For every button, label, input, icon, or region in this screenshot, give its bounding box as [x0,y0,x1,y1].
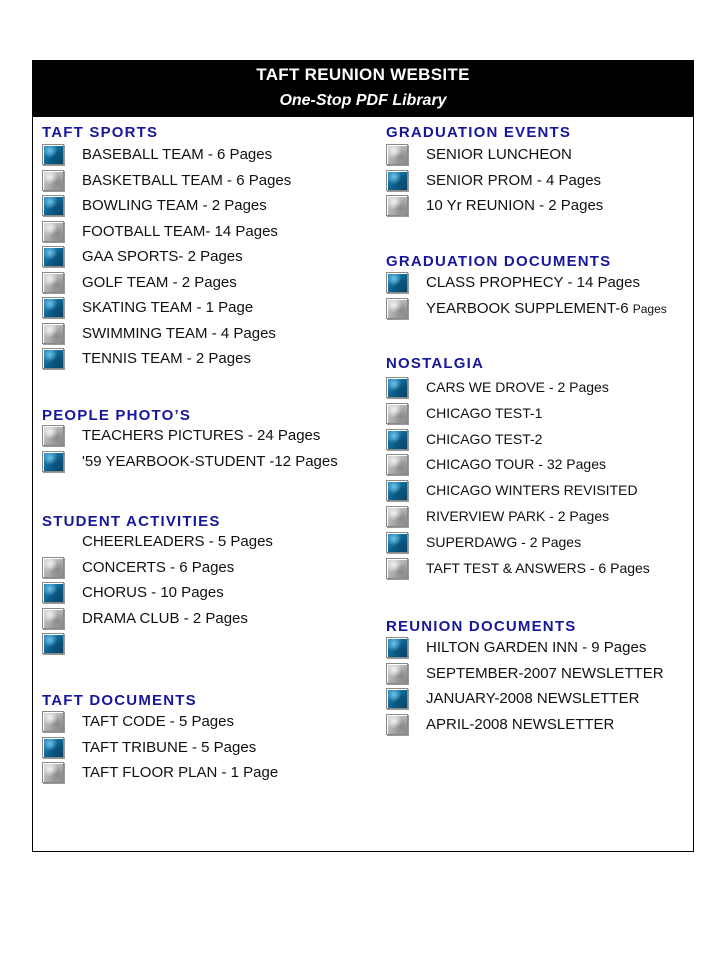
pdf-button-icon[interactable] [386,637,408,658]
pdf-button-icon[interactable] [386,377,408,398]
pdf-link-label[interactable]: SENIOR PROM - 4 Pages [426,171,602,189]
pdf-link-label[interactable]: CHICAGO TOUR - 32 Pages [426,456,606,473]
pdf-link-label[interactable]: HILTON GARDEN INN - 9 Pages [426,639,647,656]
page-title: TAFT REUNION WEBSITE [256,65,470,84]
pdf-button-icon[interactable] [386,532,408,553]
pdf-link-label[interactable]: GAA SPORTS- 2 Pages [82,248,243,265]
pdf-link-label[interactable]: TENNIS TEAM - 2 Pages [82,350,251,367]
section-heading: GRADUATION DOCUMENTS [386,253,612,270]
pdf-link-label[interactable]: TAFT FLOOR PLAN - 1 Page [82,764,279,781]
pdf-link-label[interactable]: 10 Yr REUNION - 2 Pages [426,197,604,214]
pdf-link-label[interactable]: CHICAGO TEST-2 [426,430,543,447]
pdf-button-icon[interactable] [42,195,64,216]
section-nostalgia [386,355,650,576]
pdf-link-label[interactable]: '59 YEARBOOK-STUDENT -12 Pages [82,452,338,470]
pdf-button-icon[interactable] [42,297,64,318]
pdf-button-icon[interactable] [42,633,64,654]
pdf-link-label[interactable]: APRIL-2008 NEWSLETTER [426,715,615,733]
pdf-button-icon[interactable] [42,711,64,732]
pdf-link-label[interactable]: FOOTBALL TEAM- 14 Pages [82,222,278,240]
pdf-link-label[interactable]: SUPERDAWG - 2 Pages [426,533,582,550]
pdf-button-icon[interactable] [42,425,64,446]
pdf-link-label[interactable]: JANUARY-2008 NEWSLETTER [426,690,640,707]
section-reunion-documents [386,618,664,733]
pdf-button-icon[interactable] [42,762,64,783]
pdf-button-icon[interactable] [42,451,64,472]
pdf-link-label[interactable]: CARS WE DROVE - 2 Pages [426,379,609,395]
pdf-button-icon[interactable] [386,170,408,191]
pdf-button-icon[interactable] [42,348,64,369]
pdf-button-icon[interactable] [386,688,408,709]
pdf-button-icon[interactable] [386,506,408,527]
pdf-button-icon[interactable] [42,246,64,267]
section-heading: TAFT DOCUMENTS [42,692,197,709]
pdf-link-label[interactable]: SKATING TEAM - 1 Page [82,299,254,316]
pdf-link-label[interactable]: TEACHERS PICTURES - 24 Pages [82,427,321,444]
pdf-link-label[interactable]: BASKETBALL TEAM - 6 Pages [82,171,292,189]
section-heading: STUDENT ACTIVITIES [42,513,221,530]
section-heading: PEOPLE PHOTO’S [42,407,192,424]
section-student-activities [42,513,273,627]
pdf-button-icon[interactable] [42,170,64,191]
pdf-button-icon[interactable] [386,144,408,165]
pdf-link-label[interactable]: SEPTEMBER-2007 NEWSLETTER [426,664,664,682]
pdf-button-icon[interactable] [386,429,408,450]
pdf-link-label[interactable]: TAFT TEST & ANSWERS - 6 Pages [426,559,650,576]
pdf-button-icon[interactable] [386,558,408,579]
pdf-link-label[interactable]: TAFT TRIBUNE - 5 Pages [82,738,257,756]
section-heading: TAFT SPORTS [42,124,159,141]
pdf-button-icon[interactable] [42,323,64,344]
pdf-link-label[interactable]: CHORUS - 10 Pages [82,584,224,601]
page-subtitle: One-Stop PDF Library [279,92,447,109]
section-graduation-documents [386,253,667,317]
pdf-link-label[interactable]: YEARBOOK SUPPLEMENT-6 Pages [426,299,667,317]
pdf-link-label[interactable]: CONCERTS - 6 Pages [82,558,235,576]
pdf-button-icon[interactable] [42,144,64,165]
pdf-button-icon[interactable] [42,608,64,629]
pdf-link-label[interactable]: SWIMMING TEAM - 4 Pages [82,324,276,342]
pdf-button-icon[interactable] [386,454,408,475]
section-taft-documents [42,692,279,781]
section-heading: NOSTALGIA [386,355,485,372]
pdf-link-label[interactable]: CHICAGO WINTERS REVISITED [426,482,638,499]
library-panel [32,60,694,852]
header-banner [33,61,693,117]
section-graduation-events [386,124,604,214]
pdf-button-icon[interactable] [42,272,64,293]
pdf-link-label[interactable]: BOWLING TEAM - 2 Pages [82,197,267,214]
pdf-link-label[interactable]: DRAMA CLUB - 2 Pages [82,609,248,627]
pdf-link-label[interactable]: CHEERLEADERS - 5 Pages [82,533,273,550]
pdf-link-label[interactable]: RIVERVIEW PARK - 2 Pages [426,507,610,524]
pdf-button-icon[interactable] [42,557,64,578]
section-people-photo-s [42,407,338,470]
pdf-button-icon[interactable] [386,480,408,501]
pdf-button-icon[interactable] [42,582,64,603]
pdf-button-icon[interactable] [386,272,408,293]
pdf-button-icon[interactable] [386,298,408,319]
pdf-button-icon[interactable] [42,737,64,758]
pdf-link-label[interactable]: SENIOR LUNCHEON [426,146,572,163]
section-heading: GRADUATION EVENTS [386,124,572,141]
pdf-link-label[interactable]: BASEBALL TEAM - 6 Pages [82,146,273,163]
pdf-link-label[interactable]: CLASS PROPHECY - 14 Pages [426,274,640,291]
pdf-link-label[interactable]: CHICAGO TEST-1 [426,404,543,421]
section-heading: REUNION DOCUMENTS [386,618,577,635]
pdf-button-icon[interactable] [386,663,408,684]
pdf-button-icon[interactable] [386,714,408,735]
pdf-button-icon[interactable] [42,221,64,242]
section-taft-sports [42,124,292,367]
pdf-button-icon[interactable] [386,195,408,216]
pdf-link-label[interactable]: TAFT CODE - 5 Pages [82,713,234,730]
pdf-link-label[interactable]: GOLF TEAM - 2 Pages [82,273,237,291]
pdf-button-icon[interactable] [386,403,408,424]
